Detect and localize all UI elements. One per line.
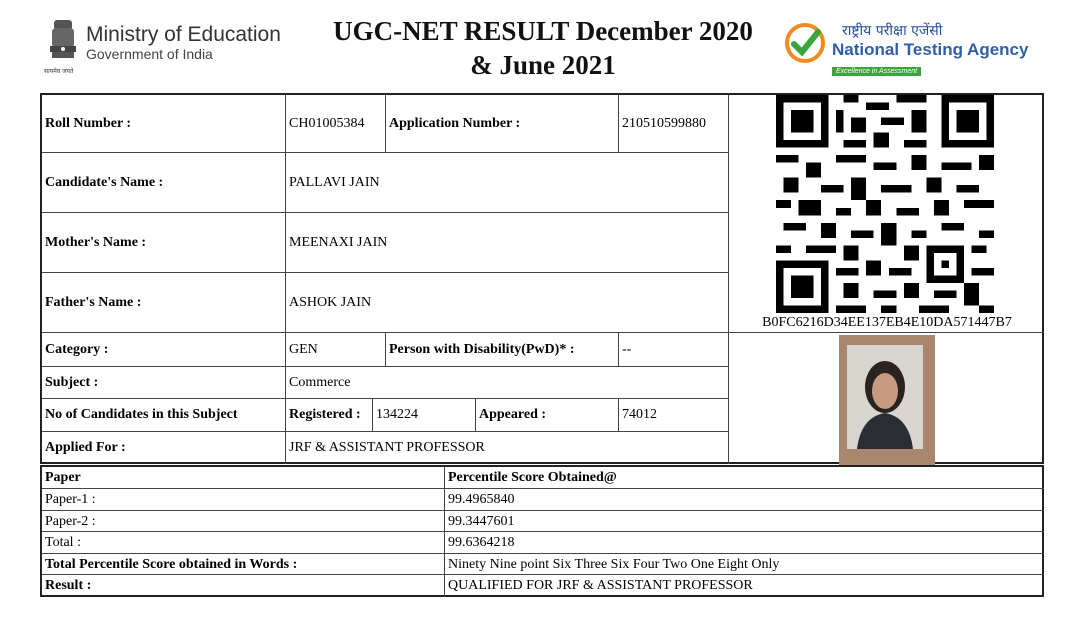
pwd-value: -- (622, 341, 632, 357)
result-value: QUALIFIED FOR JRF & ASSISTANT PROFESSOR (448, 578, 753, 593)
document-title-line2: & June 2021 (470, 50, 616, 80)
score-in-words-label: Total Percentile Score obtained in Words : (45, 556, 298, 572)
application-number-value: 210510599880 (622, 115, 706, 131)
qr-hash-code: B0FC6216D34EE137EB4E10DA571447B7 (762, 315, 1012, 330)
father-name-label: Father's Name : (45, 294, 142, 310)
candidates-count-label: No of Candidates in this Subject (45, 407, 238, 422)
applied-for-value: JRF & ASSISTANT PROFESSOR (289, 440, 485, 455)
nta-tagline: Excellence in Assessment (832, 67, 921, 76)
roll-number-value: CH01005384 (289, 115, 365, 131)
mother-name-label: Mother's Name : (45, 234, 147, 250)
document-title-line1: UGC-NET RESULT December 2020 (333, 16, 753, 46)
score-column-header: Percentile Score Obtained@ (448, 470, 617, 485)
ministry-logo (46, 18, 281, 74)
ministry-subtitle: Government of India (86, 46, 213, 62)
subject-label: Subject : (45, 374, 99, 390)
registered-label: Registered : (289, 407, 361, 422)
paper1-score: 99.4965840 (448, 491, 515, 507)
subject-value: Commerce (289, 374, 351, 390)
nta-logo (784, 22, 1028, 78)
candidate-name-value: PALLAVI JAIN (289, 174, 380, 190)
ministry-title: Ministry of Education (86, 23, 281, 46)
nta-checkmark-icon (784, 22, 826, 64)
registered-value: 134224 (376, 407, 418, 422)
paper-column-header: Paper (45, 470, 81, 485)
paper2-score: 99.3447601 (448, 513, 515, 529)
category-label: Category : (45, 341, 109, 357)
result-label: Result : (45, 578, 92, 593)
pwd-label: Person with Disability(PwD)* : (389, 341, 575, 357)
score-table (40, 465, 1044, 597)
nta-name: National Testing Agency (832, 40, 1029, 59)
paper1-label: Paper-1 : (45, 491, 96, 507)
candidate-details-table (40, 93, 1044, 464)
total-label: Total : (45, 535, 81, 550)
total-score: 99.6364218 (448, 535, 515, 550)
father-name-value: ASHOK JAIN (289, 294, 372, 310)
roll-number-label: Roll Number : (45, 115, 132, 131)
category-value: GEN (289, 341, 318, 357)
page-header (0, 0, 1065, 90)
application-number-label: Application Number : (389, 115, 521, 131)
applied-for-label: Applied For : (45, 440, 126, 455)
appeared-label: Appeared : (479, 407, 547, 422)
candidate-photo (839, 335, 935, 467)
nta-hindi-name: राष्ट्रीय परीक्षा एजेंसी (842, 23, 943, 39)
qr-code-icon (776, 95, 994, 313)
emblem-caption: सत्यमेव जयते (44, 68, 74, 75)
paper2-label: Paper-2 : (45, 513, 96, 529)
document-title (308, 14, 778, 82)
score-in-words-value: Ninety Nine point Six Three Six Four Two One Eight Only (448, 556, 780, 572)
national-emblem-icon (46, 18, 80, 74)
candidate-name-label: Candidate's Name : (45, 174, 164, 190)
mother-name-value: MEENAXI JAIN (289, 234, 388, 250)
appeared-value: 74012 (622, 407, 657, 422)
